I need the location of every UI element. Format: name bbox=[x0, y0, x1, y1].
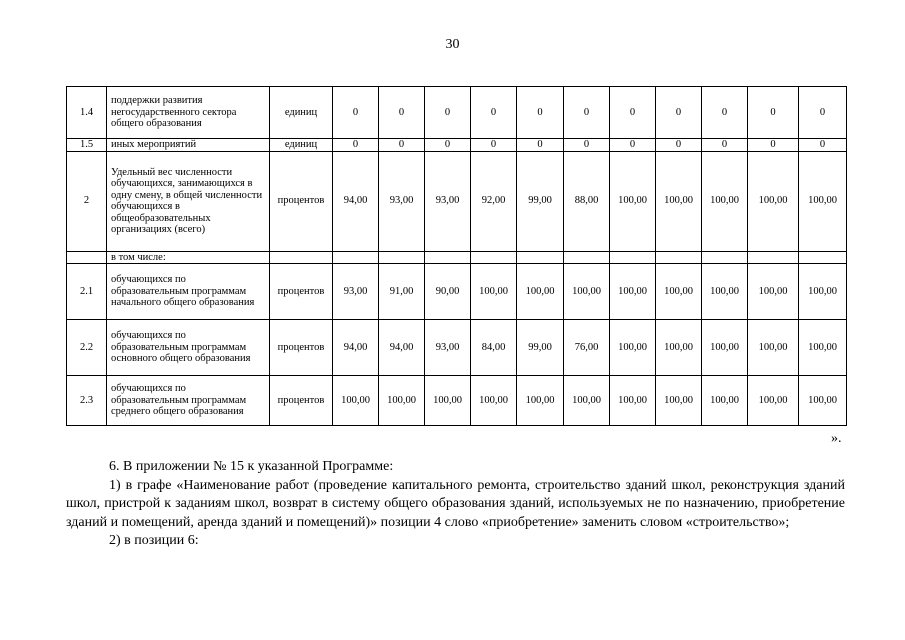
row-value-cell: 93,00 bbox=[425, 151, 471, 251]
row-value-cell: 0 bbox=[517, 139, 564, 152]
indicators-table bbox=[66, 86, 847, 426]
row-description-cell: обучающихся по образовательным программам основного общего образования bbox=[107, 320, 270, 376]
row-value-cell: 100,00 bbox=[702, 151, 748, 251]
closing-quote-mark: ». bbox=[831, 431, 842, 446]
row-value-cell bbox=[425, 251, 471, 264]
row-value-cell: 88,00 bbox=[564, 151, 610, 251]
row-value-cell: 0 bbox=[517, 87, 564, 139]
row-value-cell: 0 bbox=[702, 139, 748, 152]
row-value-cell: 0 bbox=[702, 87, 748, 139]
row-value-cell: 0 bbox=[564, 87, 610, 139]
row-value-cell: 100,00 bbox=[610, 151, 656, 251]
row-value-cell: 100,00 bbox=[564, 376, 610, 426]
row-value-cell: 100,00 bbox=[656, 320, 702, 376]
row-value-cell bbox=[610, 251, 656, 264]
row-value-cell: 100,00 bbox=[702, 264, 748, 320]
row-value-cell: 100,00 bbox=[799, 320, 847, 376]
row-description-cell: обучающихся по образовательным программам среднего общего образования bbox=[107, 376, 270, 426]
row-value-cell: 94,00 bbox=[333, 320, 379, 376]
row-value-cell: 94,00 bbox=[379, 320, 425, 376]
row-value-cell: 0 bbox=[748, 87, 799, 139]
row-value-cell: 100,00 bbox=[656, 264, 702, 320]
row-value-cell bbox=[702, 251, 748, 264]
row-value-cell: 0 bbox=[379, 139, 425, 152]
row-value-cell: 100,00 bbox=[748, 376, 799, 426]
row-value-cell: 100,00 bbox=[656, 151, 702, 251]
row-value-cell: 100,00 bbox=[702, 376, 748, 426]
row-value-cell: 100,00 bbox=[702, 320, 748, 376]
row-value-cell: 100,00 bbox=[564, 264, 610, 320]
row-value-cell: 100,00 bbox=[379, 376, 425, 426]
row-description-cell: обучающихся по образовательным программам начального общего образования bbox=[107, 264, 270, 320]
row-value-cell bbox=[379, 251, 425, 264]
row-value-cell: 100,00 bbox=[425, 376, 471, 426]
row-value-cell: 100,00 bbox=[656, 376, 702, 426]
row-unit-cell: единиц bbox=[270, 87, 333, 139]
row-value-cell: 100,00 bbox=[799, 376, 847, 426]
row-value-cell: 100,00 bbox=[517, 264, 564, 320]
row-value-cell: 91,00 bbox=[379, 264, 425, 320]
row-value-cell: 0 bbox=[471, 87, 517, 139]
row-value-cell: 100,00 bbox=[748, 320, 799, 376]
row-description-cell: Удельный вес численности обучающихся, занимающихся в одну смену, в общей численности обучающихся в общеобразовательных организациях (всего) bbox=[107, 151, 270, 251]
row-value-cell: 100,00 bbox=[748, 264, 799, 320]
row-unit-cell: процентов bbox=[270, 376, 333, 426]
row-value-cell bbox=[656, 251, 702, 264]
row-description-cell: в том числе: bbox=[107, 251, 270, 264]
row-value-cell: 100,00 bbox=[799, 151, 847, 251]
row-unit-cell bbox=[270, 251, 333, 264]
table-row bbox=[67, 320, 847, 376]
row-value-cell: 100,00 bbox=[610, 264, 656, 320]
row-value-cell: 100,00 bbox=[333, 376, 379, 426]
row-value-cell: 0 bbox=[799, 87, 847, 139]
row-description-cell: иных мероприятий bbox=[107, 139, 270, 152]
row-unit-cell: процентов bbox=[270, 151, 333, 251]
row-value-cell: 93,00 bbox=[379, 151, 425, 251]
table-row bbox=[67, 87, 847, 139]
table-row bbox=[67, 151, 847, 251]
row-value-cell: 93,00 bbox=[333, 264, 379, 320]
row-unit-cell: процентов bbox=[270, 320, 333, 376]
paragraph-item-2: 2) в позиции 6: bbox=[109, 533, 199, 548]
row-value-cell: 0 bbox=[379, 87, 425, 139]
row-value-cell bbox=[564, 251, 610, 264]
row-value-cell: 76,00 bbox=[564, 320, 610, 376]
row-value-cell: 92,00 bbox=[471, 151, 517, 251]
row-value-cell: 100,00 bbox=[471, 376, 517, 426]
row-description-cell: поддержки развития негосударственного сектора общего образования bbox=[107, 87, 270, 139]
row-value-cell: 100,00 bbox=[517, 376, 564, 426]
table-row bbox=[67, 251, 847, 264]
row-unit-cell: единиц bbox=[270, 139, 333, 152]
row-value-cell: 0 bbox=[471, 139, 517, 152]
row-value-cell: 90,00 bbox=[425, 264, 471, 320]
row-value-cell: 0 bbox=[610, 87, 656, 139]
row-value-cell: 0 bbox=[425, 139, 471, 152]
row-value-cell: 0 bbox=[748, 139, 799, 152]
row-value-cell: 0 bbox=[656, 139, 702, 152]
row-value-cell: 100,00 bbox=[610, 376, 656, 426]
row-number-cell: 1.5 bbox=[67, 139, 107, 152]
row-value-cell: 84,00 bbox=[471, 320, 517, 376]
row-value-cell: 0 bbox=[564, 139, 610, 152]
row-number-cell: 2.3 bbox=[67, 376, 107, 426]
row-value-cell: 0 bbox=[425, 87, 471, 139]
paragraph-item-1: 1) в графе «Наименование работ (проведение капитального ремонта, строительство зданий школ, реконструкция зданий школ, пристрой к заданиям школ, возврат в систему общего образования зданий, используемых не по назначению, приобретение зданий и помещений, аренда зданий и помещений)» позиции 4 слово «приобретение» заменить словом «строительство»; bbox=[66, 477, 845, 530]
row-value-cell bbox=[517, 251, 564, 264]
row-value-cell bbox=[799, 251, 847, 264]
row-unit-cell: процентов bbox=[270, 264, 333, 320]
row-value-cell: 100,00 bbox=[799, 264, 847, 320]
row-number-cell: 2.2 bbox=[67, 320, 107, 376]
row-value-cell: 100,00 bbox=[610, 320, 656, 376]
row-number-cell: 2.1 bbox=[67, 264, 107, 320]
table-row bbox=[67, 264, 847, 320]
row-value-cell bbox=[748, 251, 799, 264]
row-value-cell: 0 bbox=[333, 87, 379, 139]
row-number-cell bbox=[67, 251, 107, 264]
paragraph-heading: 6. В приложении № 15 к указанной Программе: bbox=[109, 459, 394, 474]
row-value-cell: 99,00 bbox=[517, 151, 564, 251]
table-row bbox=[67, 139, 847, 152]
row-value-cell: 100,00 bbox=[471, 264, 517, 320]
body-text bbox=[66, 458, 845, 551]
row-number-cell: 1.4 bbox=[67, 87, 107, 139]
row-value-cell: 93,00 bbox=[425, 320, 471, 376]
row-value-cell: 0 bbox=[799, 139, 847, 152]
row-value-cell: 94,00 bbox=[333, 151, 379, 251]
row-number-cell: 2 bbox=[67, 151, 107, 251]
row-value-cell bbox=[471, 251, 517, 264]
row-value-cell bbox=[333, 251, 379, 264]
row-value-cell: 99,00 bbox=[517, 320, 564, 376]
row-value-cell: 0 bbox=[656, 87, 702, 139]
row-value-cell: 100,00 bbox=[748, 151, 799, 251]
row-value-cell: 0 bbox=[333, 139, 379, 152]
table-row bbox=[67, 376, 847, 426]
page-number: 30 bbox=[445, 37, 460, 52]
row-value-cell: 0 bbox=[610, 139, 656, 152]
